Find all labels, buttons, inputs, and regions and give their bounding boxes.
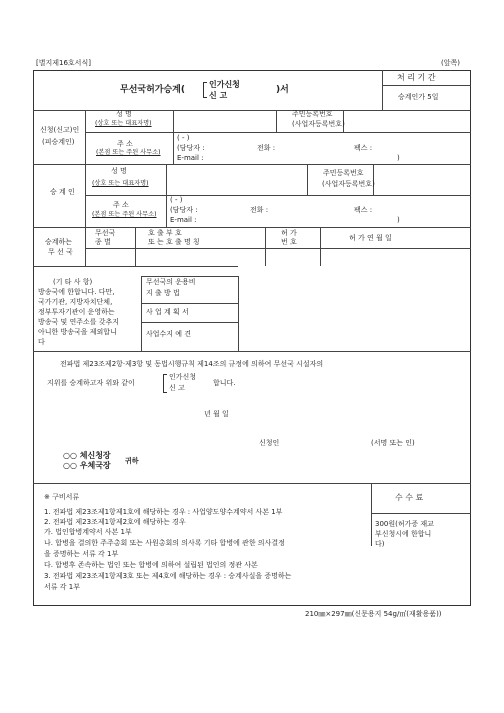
applicant-signature-label: 신청인 [259, 439, 280, 447]
signature-field[interactable]: (서명 또는 인) [371, 439, 415, 447]
applicant-section-label: 신청(신고)인 [40, 126, 80, 134]
successor-name-label: 성 명 [111, 167, 127, 175]
permit-date-label: 허 가 연 월 일 [349, 234, 392, 242]
successor-phone[interactable]: 전화 : [250, 206, 269, 214]
required-docs-title: ※ 구비서류 [44, 493, 80, 501]
recipient-2: ○○ 우체국장 [63, 461, 111, 470]
station-type-label: 무선국 [95, 229, 116, 237]
title-option-permit: 인가신청 [209, 80, 240, 89]
successor-regno-label: 주민등록번호 [323, 169, 364, 177]
declaration-option-permit: 인가신청 [169, 373, 197, 381]
applicant-name-label: 성 명 [116, 110, 132, 118]
successor-postcode[interactable]: ( - ) [170, 196, 183, 204]
business-plan-label: 사 업 계 획 서 [146, 308, 189, 316]
applicant-phone[interactable]: 전화 : [257, 144, 276, 152]
applicant-regno-label: 주민등록번호 [292, 110, 333, 118]
applicant-contact[interactable]: (담당자 : [177, 144, 205, 152]
processing-period-value: 승계인가 5일 [398, 93, 439, 101]
successor-email[interactable]: E-mail : [170, 216, 197, 224]
applicant-address-label: 주 소 [117, 140, 133, 148]
successor-fax[interactable]: 팩스 : [354, 206, 373, 214]
form-title-suffix: )서 [276, 85, 289, 95]
honorific: 귀하 [125, 457, 139, 465]
applicant-postcode[interactable]: ( - ) [177, 134, 190, 142]
form-title: 무선국허가승계( [120, 85, 185, 95]
page-side: (앞쪽) [441, 59, 460, 67]
successor-section-label: 승 계 인 [50, 188, 75, 196]
applicant-address-sub: (본점 또는 주된 사무소) [96, 149, 161, 156]
applicant-regno-sub: (사업자등록번호) [292, 120, 345, 128]
submission-date[interactable]: 년 월 일 [204, 410, 229, 418]
permit-number-label: 허 가 [281, 229, 297, 237]
title-option-report: 신 고 [209, 91, 228, 100]
form-number: [별지제16호서식] [36, 59, 91, 67]
fee-label: 수 수 료 [395, 493, 424, 502]
applicant-name-sub: (상호 또는 대표자명) [95, 120, 152, 127]
paper-spec-footer: 210㎜×297㎜(신문용지 54g/㎡(재활용품)) [305, 610, 442, 618]
successor-contact[interactable]: (담당자 : [170, 206, 198, 214]
call-sign-label: 호 출 부 호 [148, 229, 182, 237]
operating-cost-label: 무선국의 운용비 [146, 278, 196, 286]
applicant-email[interactable]: E-mail : [177, 154, 204, 162]
successor-address-label: 주 소 [113, 201, 129, 209]
applicant-fax[interactable]: 팩스 : [354, 144, 373, 152]
processing-period-label: 처 리 기 간 [397, 73, 436, 82]
declaration-option-report: 신 고 [169, 384, 185, 392]
successor-name-sub: (상호 또는 대표자명) [92, 180, 149, 187]
successor-regno-sub: (사업자등록번호) [322, 180, 375, 188]
balance-forecast-label: 사업수지 예 견 [146, 330, 192, 338]
declaration-text: 전파법 제23조제2항·제3항 및 동법시행규칙 제14조의 규정에 의하여 무선국 시설자의 [60, 360, 324, 368]
station-section-sub: 무 선 국 [48, 248, 73, 256]
station-section-label: 승계하는 [45, 238, 73, 246]
recipient-1: ○○ 체신청장 [63, 451, 111, 460]
successor-address-sub: (본점 또는 주된 사무소) [92, 211, 157, 218]
applicant-section-sub: (피승계인) [42, 138, 75, 146]
